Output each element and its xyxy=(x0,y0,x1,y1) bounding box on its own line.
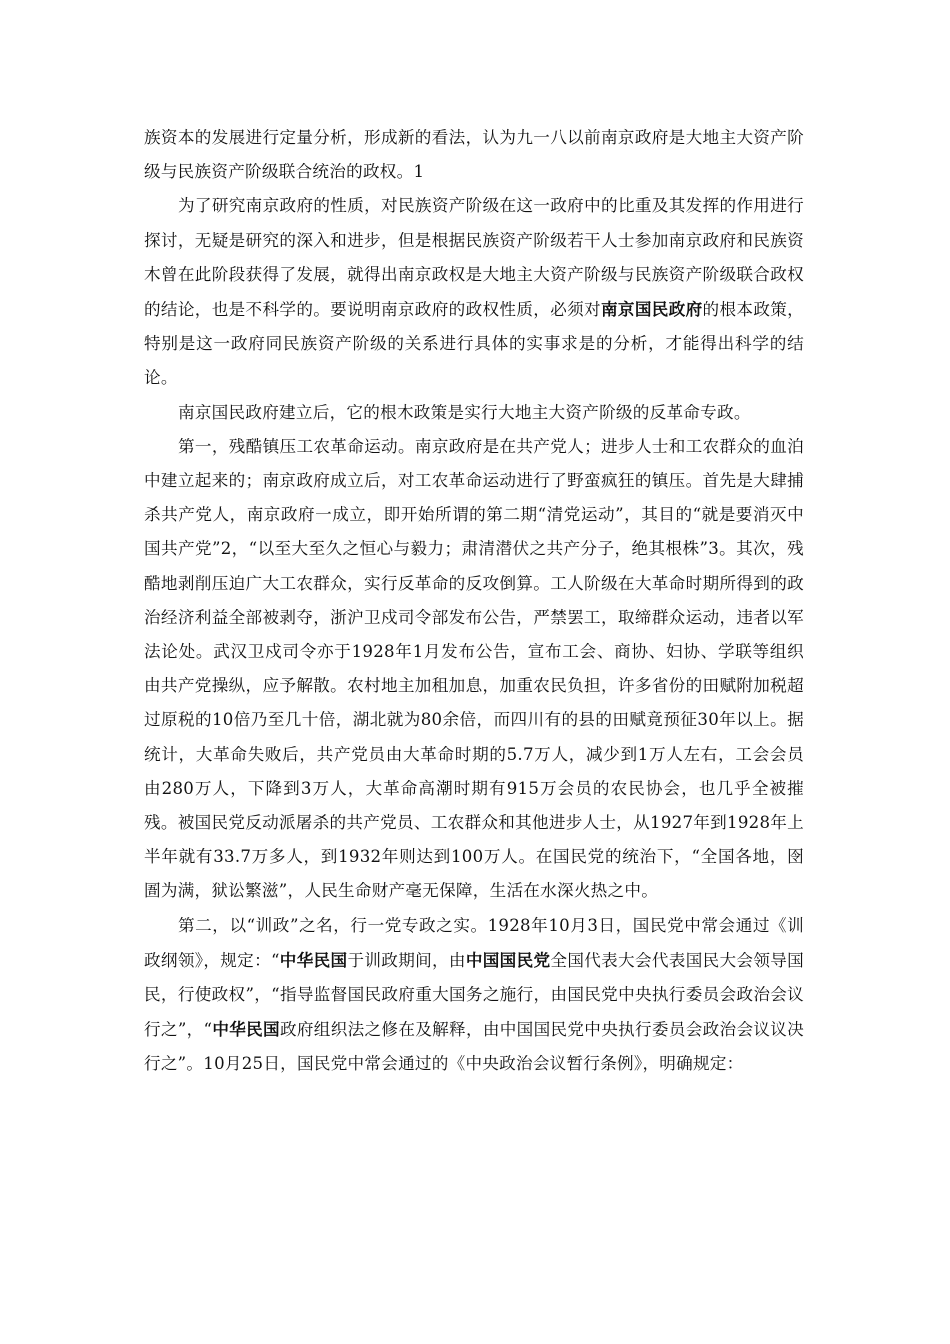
document-body xyxy=(144,121,804,1082)
paragraph-fundamental-policy: 南京国民政府建立后，它的根木政策是实行大地主大资产阶级的反革命专政。 xyxy=(178,402,751,422)
paragraph-text: 为了研究南京政府的性质，对民族资产阶级在这一政府中的比重及其发挥的作用进行探讨，无疑是研究的深入和进步，但是根据民族资产阶级若干人士参加南京政府和民族资木曾在此阶段获得了发展，就得出南京政权是大地主大资产阶级与民族资产阶级联合政权的结论，也是不科学的。要说明南京政府的政权性质，必须对 xyxy=(144,196,804,320)
paragraph-first-point: 第一，残酷镇压工农革命运动。南京政府是在共产党人；进步人士和工农群众的血泊中建立起来的；南京政府成立后，对工农革命运动进行了野蛮疯狂的镇压。首先是大肆捕杀共产党人，南京政府一成立，即开始所谓的第二期“清党运动”，其目的“就是要消灭中国共产党”2，“以至大至久之恒心与毅力；肃清潜伏之共产分子，绝其根株”3。其次，残酷地剥削压迫广大工农群众，实行反革命的反攻倒算。工人阶级在大革命时期所得到的政治经济利益全部被剥夺，浙沪卫戍司令部发布公告，严禁罢工，取缔群众运动，违者以军法论处。武汉卫戍司令亦于1928年1月发布公告，宣布工会、商协、妇协、学联等组织由共产党操纵，应予解散。农村地主加租加息，加重农民负担，许多省份的田赋附加税超过原税的10倍乃至几十倍，湖北就为80余倍，而四川有的县的田赋竟预征30年以上。据统计，大革命失败后，共产党员由大革命时期的5.7万人，减少到1万人左右，工会会员由280万人，下降到3万人，大革命高潮时期有915万会员的农民协会，也几乎全被摧残。被国民党反动派屠杀的共产党员、工农群众和其他进步人士，从1927年到1928年上半年就有33.7万多人，到1932年则达到100万人。在国民党的统治下，“全国各地，囹圄为满，狱讼繁滋”，人民生命财产毫无保障，生活在水深火热之中。 xyxy=(144,436,804,901)
paragraph-text: 第二，以“训政”之名，行一党专政之实。1928年10月3日，国民党中常会通过《训政纲领》，规定：“ xyxy=(144,915,804,970)
paragraph-text: 全国代表大会代表国民大会领导国民，行使政权”，“指导监督国民政府重大国务之施行，由国民党中央执行委员会政治会议行之”，“ xyxy=(144,950,805,1040)
paragraph-continued: 族资本的发展进行定量分析，形成新的看法，认为九一八以前南京政府是大地主大资产阶级与民族资产阶级联合统治的政权。1 xyxy=(144,128,804,182)
bold-term-republic-of-china: 中华民国 xyxy=(279,949,348,970)
bold-term-kuomintang: 中国国民党 xyxy=(465,949,551,970)
paragraph-second-point xyxy=(144,909,804,1082)
bold-term-republic-of-china: 中华民国 xyxy=(212,1019,280,1040)
paragraph-text: 于训政期间，由 xyxy=(347,950,466,970)
bold-term-nanjing-government: 南京国民政府 xyxy=(600,299,703,320)
paragraph-text: 的根本政策，特别是这一政府同民族资产阶级的关系进行具体的实事求是的分析，才能得出科学的结论。 xyxy=(144,300,805,388)
paragraph-nanjing-nature xyxy=(144,189,804,395)
paragraph-text: 政府组织法之修在及解释，由中国国民党中央执行委员会政治会议议决行之”。10月25日，国民党中常会通过的《中央政治会议暂行条例》，明确规定： xyxy=(144,1020,805,1074)
